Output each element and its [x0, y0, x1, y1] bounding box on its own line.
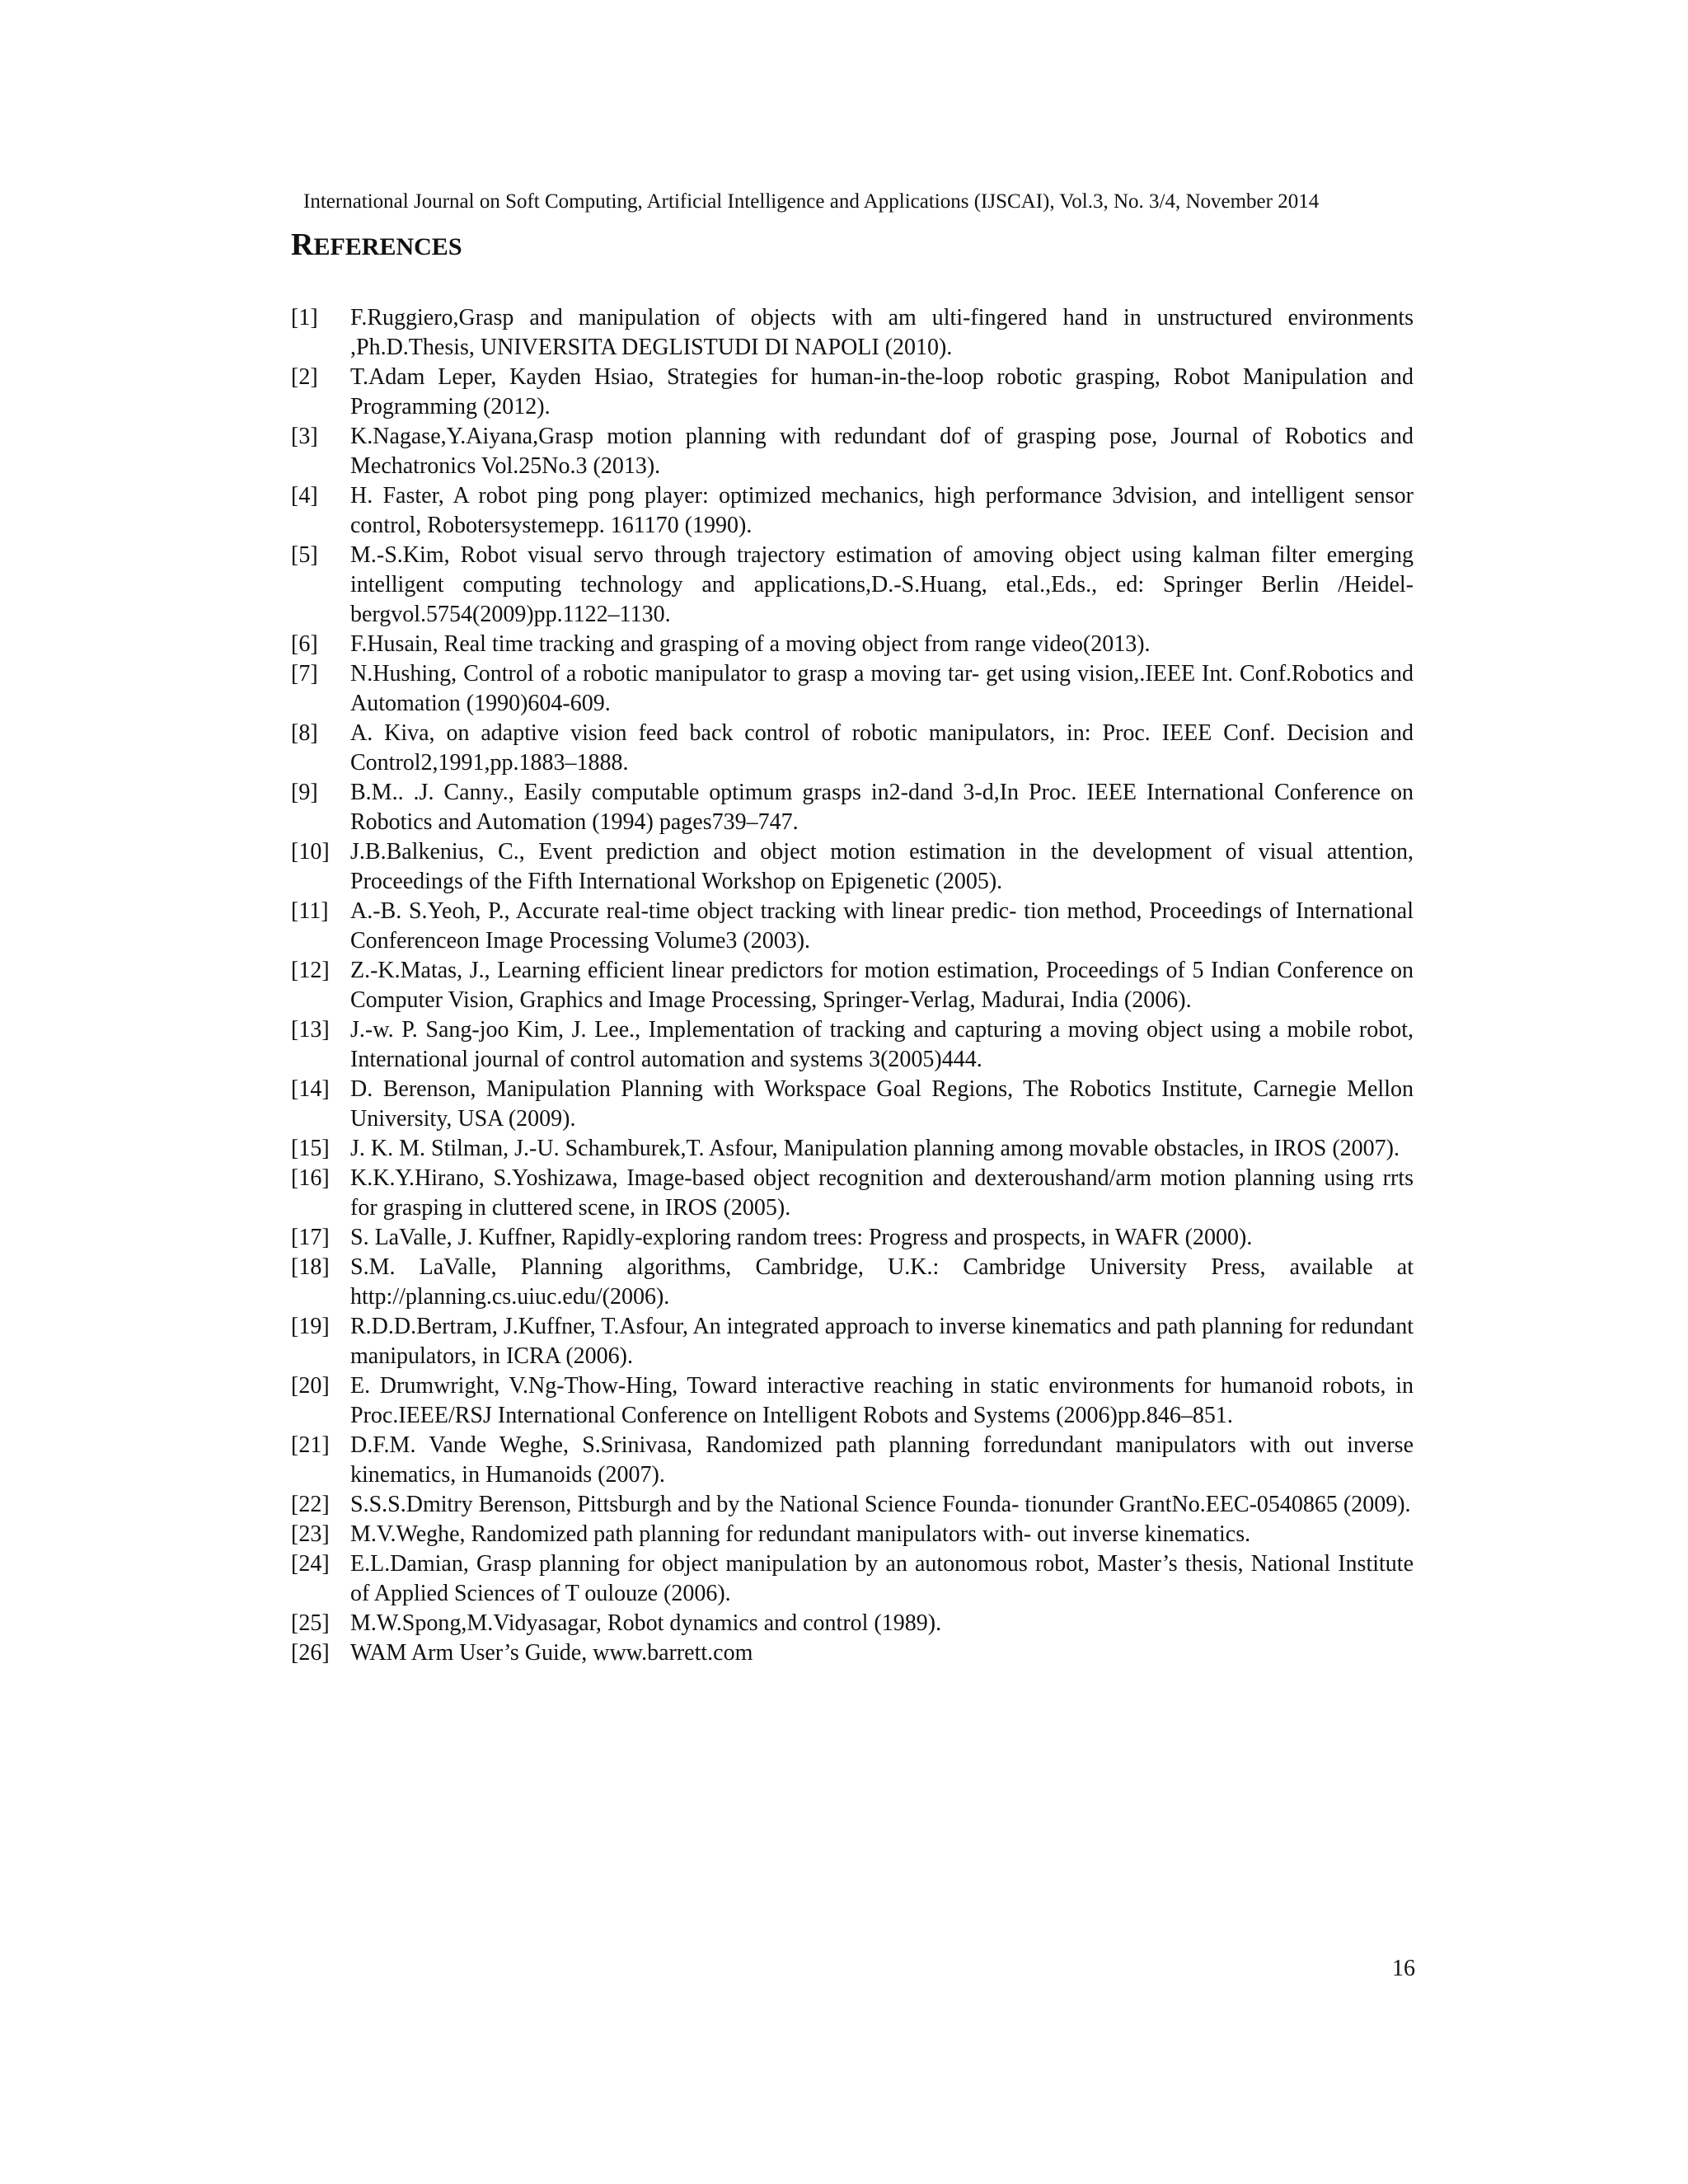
- reference-number: [8]: [291, 720, 318, 746]
- reference-number: [11]: [291, 898, 329, 924]
- reference-text: Z.-K.Matas, J., Learning efficient linear predictors for motion estimation, Proceedings of 5 Indian Conference on Computer Vision, Graphics and Image Processing, Springer-Verlag, Madurai, India (2006).: [350, 958, 1414, 1013]
- reference-item-21: [291, 1431, 1414, 1490]
- reference-item-1: [291, 303, 1414, 363]
- reference-number: [16]: [291, 1165, 330, 1191]
- reference-number: [4]: [291, 483, 318, 509]
- reference-number: [19]: [291, 1314, 330, 1339]
- reference-item-5: [291, 541, 1414, 630]
- reference-number: [21]: [291, 1432, 330, 1458]
- reference-text: D. Berenson, Manipulation Planning with Workspace Goal Regions, The Robotics Institute, Carnegie Mellon University, USA (2009).: [350, 1076, 1414, 1132]
- reference-item-22: [291, 1490, 1414, 1520]
- reference-text: S.M. LaValle, Planning algorithms, Cambridge, U.K.: Cambridge University Press, available at http://planning.cs.uiuc.edu/(2006).: [350, 1254, 1414, 1310]
- reference-item-18: [291, 1253, 1414, 1312]
- reference-number: [6]: [291, 631, 318, 657]
- reference-item-12: [291, 956, 1414, 1015]
- reference-text: J. K. M. Stilman, J.-U. Schamburek,T. Asfour, Manipulation planning among movable obstacles, in IROS (2007).: [350, 1136, 1400, 1161]
- reference-item-17: [291, 1223, 1414, 1253]
- reference-item-4: [291, 481, 1414, 541]
- reference-item-26: [291, 1638, 1414, 1668]
- reference-text: J.B.Balkenius, C., Event prediction and object motion estimation in the development of visual attention, Proceedings of the Fifth International Workshop on Epigenetic (2005).: [350, 839, 1414, 894]
- section-title-rest: EFERENCES: [313, 233, 462, 260]
- reference-item-7: [291, 659, 1414, 719]
- page-number: 16: [1392, 1956, 1415, 1981]
- reference-item-13: [291, 1015, 1414, 1075]
- reference-number: [24]: [291, 1551, 330, 1577]
- reference-number: [1]: [291, 305, 318, 330]
- reference-item-10: [291, 837, 1414, 897]
- reference-item-19: [291, 1312, 1414, 1371]
- reference-text: F.Ruggiero,Grasp and manipulation of objects with am ulti-fingered hand in unstructured environments ,Ph.D.Thesis, UNIVERSITA DEGLISTUDI DI NAPOLI (2010).: [350, 305, 1414, 360]
- reference-number: [22]: [291, 1492, 330, 1517]
- reference-text: A.-B. S.Yeoh, P., Accurate real-time object tracking with linear predic- tion method, Proceedings of International Conferenceon Image Processing Volume3 (2003).: [350, 898, 1414, 954]
- reference-text: M.-S.Kim, Robot visual servo through trajectory estimation of amoving object using kalman filter emerging intelligent computing technology and applications,D.-S.Huang, etal.,Eds., ed: Springer Berlin /Heidel- bergvol.5754(2009)pp.1122–1130.: [350, 542, 1414, 627]
- section-title: [291, 226, 462, 266]
- running-head: International Journal on Soft Computing, Artificial Intelligence and Applications (IJSCAI), Vol.3, No. 3/4, November 2014: [303, 190, 1320, 213]
- reference-text: K.Nagase,Y.Aiyana,Grasp motion planning with redundant dof of grasping pose, Journal of Robotics and Mechatronics Vol.25No.3 (2013).: [350, 424, 1414, 479]
- reference-item-6: [291, 630, 1414, 659]
- reference-item-8: [291, 719, 1414, 778]
- reference-item-20: [291, 1371, 1414, 1431]
- reference-text: B.M.. .J. Canny., Easily computable optimum grasps in2-dand 3-d,In Proc. IEEE International Conference on Robotics and Automation (1994) pages739–747.: [350, 780, 1414, 835]
- reference-number: [13]: [291, 1017, 330, 1043]
- reference-text: E. Drumwright, V.Ng-Thow-Hing, Toward interactive reaching in static environments for humanoid robots, in Proc.IEEE/RSJ International Conference on Intelligent Robots and Systems (2006)pp.846–851.: [350, 1373, 1414, 1428]
- reference-number: [2]: [291, 364, 318, 390]
- reference-number: [12]: [291, 958, 330, 983]
- reference-text: N.Hushing, Control of a robotic manipulator to grasp a moving tar- get using vision,.IEEE Int. Conf.Robotics and Automation (1990)604-609.: [350, 661, 1414, 716]
- reference-text: E.L.Damian, Grasp planning for object manipulation by an autonomous robot, Master’s thesis, National Institute of Applied Sciences of T oulouze (2006).: [350, 1551, 1414, 1606]
- reference-number: [14]: [291, 1076, 330, 1102]
- section-title-initial: R: [291, 227, 314, 262]
- reference-text: M.W.Spong,M.Vidyasagar, Robot dynamics and control (1989).: [350, 1610, 942, 1636]
- reference-number: [17]: [291, 1225, 330, 1250]
- reference-text: F.Husain, Real time tracking and grasping of a moving object from range video(2013).: [350, 631, 1151, 657]
- reference-number: [9]: [291, 780, 318, 805]
- reference-number: [23]: [291, 1521, 330, 1547]
- reference-number: [7]: [291, 661, 318, 687]
- reference-number: [15]: [291, 1136, 330, 1161]
- reference-text: H. Faster, A robot ping pong player: optimized mechanics, high performance 3dvision, and intelligent sensor control, Robotersystemepp. 161170 (1990).: [350, 483, 1414, 538]
- reference-item-24: [291, 1549, 1414, 1609]
- reference-item-2: [291, 363, 1414, 422]
- reference-number: [5]: [291, 542, 318, 568]
- reference-text: D.F.M. Vande Weghe, S.Srinivasa, Randomized path planning forredundant manipulators with out inverse kinematics, in Humanoids (2007).: [350, 1432, 1414, 1488]
- reference-text: S.S.S.Dmitry Berenson, Pittsburgh and by the National Science Founda- tionunder GrantNo.EEC-0540865 (2009).: [350, 1492, 1411, 1517]
- reference-number: [18]: [291, 1254, 330, 1280]
- reference-item-16: [291, 1164, 1414, 1223]
- reference-item-9: [291, 778, 1414, 837]
- reference-number: [26]: [291, 1640, 330, 1666]
- reference-number: [25]: [291, 1610, 330, 1636]
- reference-item-23: [291, 1520, 1414, 1549]
- reference-text: S. LaValle, J. Kuffner, Rapidly-exploring random trees: Progress and prospects, in WAFR (2000).: [350, 1225, 1253, 1250]
- reference-number: [20]: [291, 1373, 330, 1399]
- reference-text: K.K.Y.Hirano, S.Yoshizawa, Image-based object recognition and dexteroushand/arm motion planning using rrts for grasping in cluttered scene, in IROS (2005).: [350, 1165, 1414, 1221]
- reference-text: M.V.Weghe, Randomized path planning for redundant manipulators with- out inverse kinematics.: [350, 1521, 1251, 1547]
- reference-item-14: [291, 1075, 1414, 1134]
- reference-text: A. Kiva, on adaptive vision feed back control of robotic manipulators, in: Proc. IEEE Conf. Decision and Control2,1991,pp.1883–1888.: [350, 720, 1414, 776]
- reference-text: WAM Arm User’s Guide, www.barrett.com: [350, 1640, 753, 1666]
- reference-number: [10]: [291, 839, 330, 865]
- reference-item-3: [291, 422, 1414, 481]
- reference-item-11: [291, 897, 1414, 956]
- reference-text: R.D.D.Bertram, J.Kuffner, T.Asfour, An integrated approach to inverse kinematics and path planning for redundant manipulators, in ICRA (2006).: [350, 1314, 1414, 1369]
- reference-item-15: [291, 1134, 1414, 1164]
- reference-number: [3]: [291, 424, 318, 449]
- reference-text: T.Adam Leper, Kayden Hsiao, Strategies for human-in-the-loop robotic grasping, Robot Manipulation and Programming (2012).: [350, 364, 1414, 419]
- reference-text: J.-w. P. Sang-joo Kim, J. Lee., Implementation of tracking and capturing a moving object using a mobile robot, International journal of control automation and systems 3(2005)444.: [350, 1017, 1414, 1072]
- reference-item-25: [291, 1609, 1414, 1638]
- reference-list: [291, 303, 1414, 1668]
